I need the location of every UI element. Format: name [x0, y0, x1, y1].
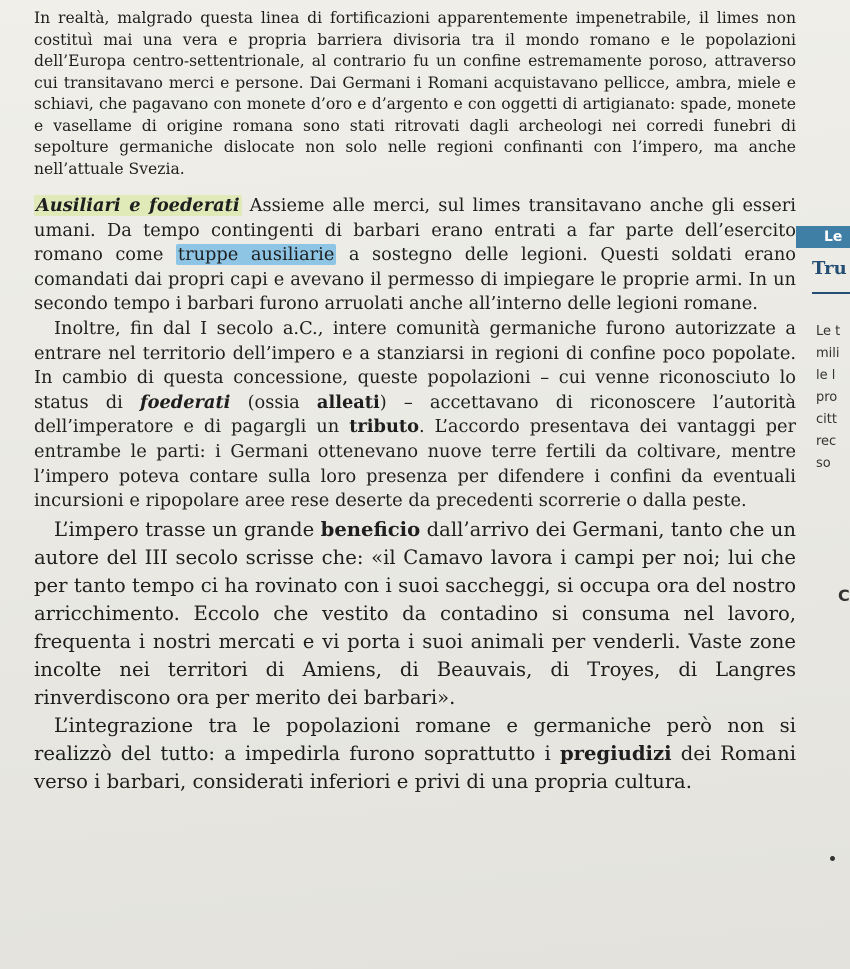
side-box-line-3: le l	[816, 368, 836, 383]
term-pregiudizi: pregiudizi	[559, 741, 672, 765]
term-truppe-ausiliarie: truppe ausiliarie	[177, 244, 335, 266]
paragraph-foederati-text-a: Inoltre, fin dal I secolo a.C., intere comunità germaniche furono autorizzate a entrare nel territorio dell’impero e a stanziarsi in regioni di confine poco popolate. In cambio di questa concessione, queste popolazioni – cui venne riconosciuto lo status di	[34, 317, 796, 413]
paragraph-foederati-text-b: (ossia	[230, 391, 317, 413]
side-box-header: Le	[796, 226, 850, 248]
bullet-dot	[830, 856, 835, 861]
side-box-line-4: pro	[816, 390, 838, 405]
main-text-column	[34, 8, 796, 796]
paragraph-beneficio	[34, 516, 796, 712]
side-box-title: Tru	[812, 258, 847, 279]
paragraph-foederati-text-c: ) – accettavano di riconoscere l’autorità dell’imperatore e di pagargli un	[34, 391, 796, 438]
paragraph-limes	[34, 8, 796, 180]
paragraph-integrazione-text-a: L’integrazione tra le popolazioni romane e germaniche però non si realizzò del tutto: a impedirla furono soprattutto i	[34, 713, 796, 765]
paragraph-foederati	[34, 317, 796, 514]
side-box-line-5: citt	[816, 412, 837, 427]
term-beneficio: beneficio	[320, 517, 421, 541]
term-alleati: alleati	[316, 391, 380, 413]
paragraph-beneficio-text-a: L’impero trasse un grande	[54, 517, 321, 541]
paragraph-ausiliari-text-a: Assieme alle merci, sul limes transitavano anche gli esseri umani. Da tempo contingenti di barbari erano entrati a far parte dell’esercito romano come	[34, 195, 796, 266]
term-foederati: foederati	[139, 391, 231, 413]
side-box-title-rule	[812, 292, 850, 294]
side-box-cropped	[796, 0, 850, 969]
side-box-line-7: so	[816, 456, 831, 471]
side-box-line-2: mili	[816, 346, 840, 361]
paragraph-integrazione-text-b: dei Romani verso i barbari, considerati inferiori e privi di una propria cultura.	[34, 741, 796, 793]
paragraph-beneficio-text-b: dall’arrivo dei Germani, tanto che un autore del III secolo scrisse che: «il Camavo lavora i campi per noi; lui che per tanto tempo ci ha rovinato con i suoi saccheggi, si occupa ora del nostro arricchimento. Eccolo che vestito da contadino si consuma nel lavoro, frequenta i nostri mercati e vi porta i suoi animali per venderli. Vaste zone incolte nei territori di Amiens, di Beauvais, di Troyes, di Langres rinverdiscono ora per merito dei barbari».	[34, 517, 796, 709]
paragraph-ausiliari-text-b: a sostegno delle legioni. Questi soldati erano comandati dai propri capi e avevano il permesso di impiegare le proprie armi. In un secondo tempo i barbari furono arruolati anche all’interno delle legioni romane.	[34, 244, 797, 315]
paragraph-ausiliari	[34, 194, 796, 317]
side-box-letter: C	[838, 586, 850, 605]
term-tributo: tributo	[349, 416, 419, 438]
side-box-line-1: Le t	[816, 324, 841, 339]
side-box-line-6: rec	[816, 434, 837, 449]
paragraph-foederati-text-d: . L’accordo presentava dei vantaggi per entrambe le parti: i Germani ottenevano nuove terre fertili da coltivare, mentre l’impero poteva contare sulla loro presenza per difendere i confini da eventuali incursioni e ripopolare aree rese deserte da precedenti scorrerie o dalla peste.	[34, 416, 796, 512]
paragraph-integrazione	[34, 712, 796, 796]
section-heading-ausiliari: Ausiliari e foederati	[36, 195, 240, 216]
paragraph-limes-text: In realtà, malgrado questa linea di fortificazioni apparentemente impenetrabile, il limes non costituì mai una vera e propria barriera divisoria tra il mondo romano e le popolazioni dell’Europa centro-settentrionale, al contrario fu un confine estremamente poroso, attraverso cui transitavano merci e persone. Dai Germani i Romani acquistavano pellicce, ambra, miele e schiavi, che pagavano con monete d’oro e d’argento e con oggetti di artigianato: spade, monete e vasellame di origine romana sono stati ritrovati dagli archeologi nei corredi funebri di sepolture germaniche dislocate non solo nelle regioni confinanti con l’impero, ma anche nell’attuale Svezia.	[34, 9, 796, 178]
